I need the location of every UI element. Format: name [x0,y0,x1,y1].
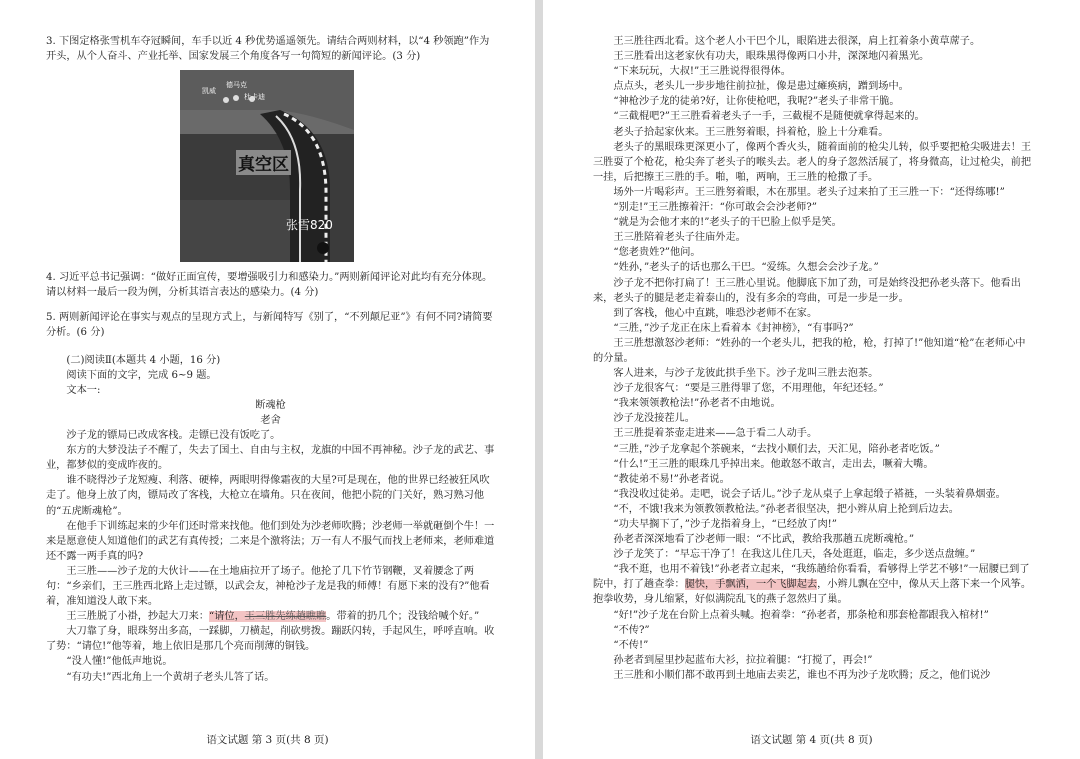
paragraph: 王三胜——沙子龙的大伙计——在土地庙拉开了场子。他抡了几下竹节钢鞭，叉着腰念了两句：“乡亲们，王三胜西北路上走过镖，以武会友，神枪沙子龙是我的师傅！有愿下来的没有?”他看着，准知道没人敢下来。 [46,565,490,608]
paragraph: 到了客栈，他心中直跳，唯恐沙老师不在家。 [613,307,818,319]
text-label: 文本一: [66,384,101,396]
paragraph: 孙老者到屋里抄起蓝布大衫，拉拉着腿：“打搅了，再会!” [613,654,873,666]
paragraph: 王三胜看出这老家伙有功夫，眼珠黑得像两口小井，深深地闪着黑光。 [613,51,930,63]
paragraph: 沙子龙不把你打扁了！王三胜心里说。他脚底下加了劲，可是始终没把孙老头落下。他看出来，老头子的腿是老走着泰山的，没有多余的弯曲，可是一步是一步。 [593,277,1021,304]
paragraph [46,609,495,624]
rider-label: 德马克 [226,81,247,90]
paragraph: “不传?” [613,624,650,636]
question-3: 3. 下图定格张雪机车夺冠瞬间，车手以近 4 秒优势遥遥领先。请结合两则材料，以“4 秒领跑”作为开头，从个人奋斗、产业托举、国家发展三个角度各写一句简短的新闻评论。(3 分) [46,36,490,63]
paragraph: 沙子龙没接茬儿。 [613,413,695,425]
instruction: 阅读下面的文字，完成 6~9 题。 [66,369,217,381]
paragraph: 在他手下训练起来的少年们还时常来找他。他们到处为沙老师吹腾；沙老师一举就砸倒个牛！一来是愿意使人知道他们的武艺有真传授；二来是个激将法；万一有人不服气而找上老师来，老师难道还不露一两手真的吗? [46,520,495,562]
paragraph: 王三胜往西北看。这个老人小干巴个儿，眼陷进去很深，肩上扛着条小黄草蓆子。 [613,36,981,47]
paragraph: 老头子拾起家伙来。王三胜努着眼，抖着枪，脸上十分难看。 [613,126,889,138]
paragraph: 王三胜陪着老头子往庙外走。 [613,232,746,244]
paragraph: “教徒弟不易!”孙老者说。 [613,473,730,485]
paragraph: “没人懂!”他低声地说。 [66,656,173,668]
paragraph: “三截棍吧?”王三胜看着老头子一手，三截棍不是随便就拿得起来的。 [613,111,925,123]
paragraph: 场外一片喝彩声。王三胜努着眼，木在那里。老头子过来拍了王三胜一下：“还得练哪!” [613,186,1005,198]
paragraph: “我来领领教枪法!”孙老者不由地说。 [613,398,781,410]
text-run: 王三胜脱了小褂，抄起大刀来： [66,611,210,623]
paragraph: “有功夫!”西北角上一个黄胡子老头儿答了话。 [66,671,275,683]
text-run: “我不逛，也用不着钱!”孙老者立起来，“我练趟给你看看，看够得上学艺不够!”一屈腰已到了院中，打了趟查拳： [593,564,1030,591]
paragraph: 沙子龙的镖局已改成客栈。走镖已没有饭吃了。 [66,430,281,442]
paragraph: 王三胜和小顺们都不敢再到土地庙去卖艺，谁也不再为沙子龙吹腾；反之，他们说沙 [613,669,991,681]
exam-page-right [543,0,1080,759]
paragraph: “三胜，”沙子龙正在床上看着本《封神榜》，“有事吗?” [613,322,854,334]
page-footer: 语文试题 第 3 页(共 8 页) [206,734,329,746]
paragraph: 点点头，老头儿一步步地往前拉扯，像是患过瘫痪病，蹭到场中。 [613,81,909,93]
page-footer: 语文试题 第 4 页(共 8 页) [750,734,873,746]
race-photo [180,70,354,262]
paragraph: “不，不饿!我来为领教领教枪法。”孙老者很坚决，把小辫从肩上抡到后边去。 [613,503,959,515]
paragraph: “神枪沙子龙的徒弟?好，让你使枪吧，我呢?”老头子非常干脆。 [613,96,900,108]
paragraph: “别走!”王三胜擦着汗：“你可敢会会沙老师?” [613,202,817,214]
paragraph: 孙老者深深地看了沙老师一眼：“不比武，教给我那趟五虎断魂枪。” [613,534,915,546]
text-run: 。带着的扔几个；没钱给喊个好。” [326,611,480,623]
photo-label-vacuum: 真空区 [236,150,291,175]
paragraph: “好!”沙子龙在台阶上点着头喊。抱着拳：“孙老者，那条枪和那套枪都跟我入棺材!” [613,609,989,621]
paragraph: 大刀靠了身，眼珠努出多高，一踩脚，刀横起，削砍劈拨。蹦跃闪转，手起风生，呼呼直响。收了势：“请位!”他等着，地上依旧是那几个亮而削薄的铜钱。 [46,626,495,653]
paragraph: “就是为会他才来的!”老头子的干巴脸上似乎是笑。 [613,217,842,229]
paragraph: “三胜，”沙子龙拿起个茶碗来，“去找小顺们去，天汇见，陪孙老者吃饭。” [613,443,940,455]
paragraph: 王三胜想激怒沙老师：“姓孙的一个老头儿，把我的枪，枪，打掉了!”他知道“枪”在老师心中的分量。 [593,337,1026,364]
paragraph: 沙子龙很客气：“要是三胜得罪了您，不用理他，年纪还轻。” [613,383,884,395]
highlighted-text: 腿快，手飘洒，一个飞脚起去 [684,579,818,591]
paragraph: “功夫早搁下了，”沙子龙指着身上，“已经放了肉!” [613,519,837,530]
paragraph: 沙子龙笑了：“早忘干净了！在我这儿住几天，各处逛逛，临走，多少送点盘缠。” [613,549,976,561]
highlighted-text: “请位， [209,611,245,623]
paragraph: 客人进来，与沙子龙彼此拱手坐下。沙子龙叫三胜去泡茶。 [613,368,879,380]
paragraph: “我没收过徒弟。走吧，说会子话儿。”沙子龙从桌子上拿起缎子褡裢，一头装着鼻烟壶。 [613,488,1006,500]
paragraph: 东方的大梦没法子不醒了，失去了国土、自由与主权，龙旗的中国不再神秘。沙子龙的武艺、事业，都梦似的变成昨夜的。 [46,445,495,472]
highlighted-text: 王三胜先练趟瞧瞧 [244,611,327,623]
rider-label: 凯威 [202,87,216,96]
paragraph [593,562,1034,607]
text-run: ，小辫儿飘在空中，像从天上落下来一个风筝。抱拳收势，身儿缩紧，好似满院乱飞的燕子忽然归了巢。 [593,579,1032,606]
paragraph: “姓孙，”老头子的话也那么干巴。“爱练。久想会会沙子龙。” [613,262,879,274]
paragraph: “下来玩玩，大叔!”王三胜说得很得体。 [613,66,791,78]
article-author: 老舍 [260,414,281,426]
paragraph: 王三胜提着茶壶走进来——急于看二人动手。 [613,428,818,440]
photo-label-snow: 张雪820 [286,218,333,233]
paragraph: 老头子的黑眼珠更深更小了，像两个香火头，随着面前的枪尖儿转，似乎要把枪尖吸进去！王三胜耍了个枪花，枪尖奔了老头子的喉头去。老人的身子忽然活展了，将身微高，让过枪尖，前把一挂，后把擦王三胜的手。啪，啪，两响，王三胜的枪撒了手。 [593,141,1032,183]
paragraph: “不传!” [613,639,649,651]
question-5: 5. 两则新闻评论在事实与观点的呈现方式上，与新闻特写《别了，“不列颠尼亚”》有何不同?请简要分析。(6 分) [46,312,493,339]
page-gutter [535,0,543,759]
question-4: 4. 习近平总书记强调：“做好正面宣传，要增强吸引力和感染力。”两则新闻评论对此均有充分体现。请以材料一最后一段为例，分析其语言表达的感染力。(4 分) [46,272,493,299]
article-title: 断魂枪 [255,399,286,411]
paragraph: “您老贵姓?”他问。 [613,247,701,259]
exam-page-left [0,0,535,759]
paragraph: 谁不晓得沙子龙短瘦、利落、硬棒，两眼明得像霜夜的大星?可是现在，他的世界已经被狂风吹走了。他身上放了肉，镖局改了客栈，大枪立在墙角。只在夜间，他把小院的门关好，熟习熟习他的“五虎断魂枪”。 [46,475,490,517]
paragraph: “什么!”王三胜的眼珠几乎掉出来。他敢怒不敢言，走出去，噘着大嘴。 [613,458,934,470]
rider-label: 杜卡迪 [244,93,265,102]
section-heading: (二)阅读Ⅱ(本题共 4 小题，16 分) [66,354,221,366]
